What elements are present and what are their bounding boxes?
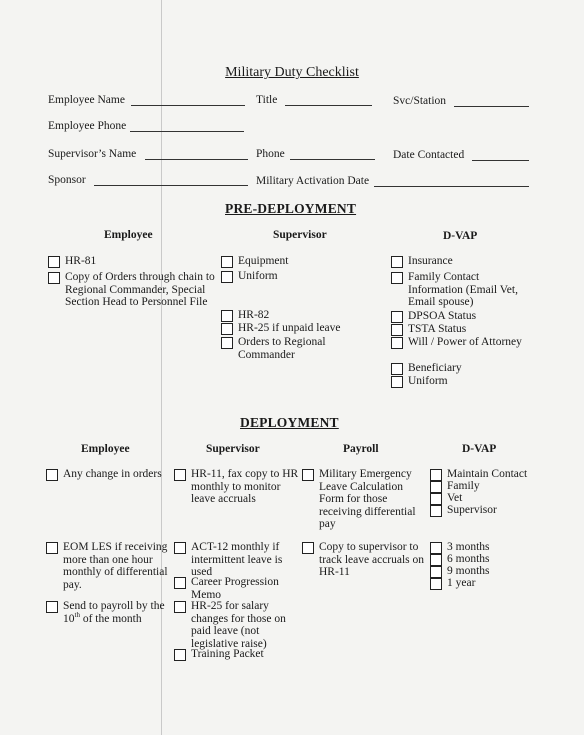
item-label: HR-82 <box>238 309 270 321</box>
deployment-heading: DEPLOYMENT <box>240 415 339 430</box>
pre-dvap-item-uniform[interactable] <box>391 375 448 388</box>
pre-supervisor-item-uniform[interactable] <box>221 270 278 283</box>
item-label: Maintain Contact <box>447 468 528 480</box>
checkbox[interactable] <box>174 542 186 554</box>
employee-phone-label: Employee Phone <box>48 120 127 132</box>
item-label: Family Contact Information (Email Vet, Email spouse) <box>408 271 518 308</box>
item-label: Family <box>447 480 480 492</box>
pre-supervisor-header: Supervisor <box>273 229 327 241</box>
svc-station-line[interactable] <box>454 106 529 107</box>
item-label-part: of the month <box>79 612 142 625</box>
checkbox[interactable] <box>221 310 233 322</box>
checkbox[interactable] <box>430 578 442 590</box>
pre-dvap-item-insurance[interactable] <box>391 255 453 268</box>
item-label: Career Progression Memo <box>191 576 279 601</box>
item-label: DPSOA Status <box>408 310 477 322</box>
checkbox[interactable] <box>391 363 403 375</box>
military-activation-date-label: Military Activation Date <box>256 175 370 187</box>
item-label: 1 year <box>447 577 476 589</box>
pre-employee-item-hr81[interactable] <box>48 255 96 268</box>
pre-dvap-item-dpsoa[interactable] <box>391 310 476 323</box>
pre-supervisor-item-hr82[interactable] <box>221 309 269 322</box>
item-label <box>63 600 165 625</box>
item-label-ordinal: 10 <box>63 612 75 625</box>
item-label: Any change in orders <box>63 468 162 480</box>
checkbox[interactable] <box>391 324 403 336</box>
item-label: Uniform <box>408 375 448 387</box>
pre-deployment-heading: PRE-DEPLOYMENT <box>225 201 357 216</box>
checkbox[interactable] <box>391 337 403 349</box>
employee-name-label: Employee Name <box>48 94 125 106</box>
dep-supervisor-item-career-memo[interactable] <box>174 576 279 601</box>
checkbox[interactable] <box>430 505 442 517</box>
date-contacted-label: Date Contacted <box>393 149 465 161</box>
dep-payroll-header: Payroll <box>343 443 379 455</box>
item-label: Equipment <box>238 255 289 267</box>
item-label: HR-25 if unpaid leave <box>238 322 341 334</box>
pre-dvap-header: D-VAP <box>443 230 478 242</box>
sponsor-label: Sponsor <box>48 174 86 186</box>
checkbox[interactable] <box>174 469 186 481</box>
item-label: Copy to supervisor to track leave accruals on HR-11 <box>319 541 425 578</box>
item-label: 9 months <box>447 565 490 577</box>
checkbox[interactable] <box>391 272 403 284</box>
item-label-part: Send to payroll by the <box>63 600 165 612</box>
dep-supervisor-item-hr11[interactable] <box>174 468 298 506</box>
item-label: Insurance <box>408 255 453 267</box>
item-label-sup: th <box>74 610 80 619</box>
checkbox[interactable] <box>48 256 60 268</box>
item-label: Vet <box>447 492 463 504</box>
phone-label: Phone <box>256 148 285 160</box>
item-label: Military Emergency Leave Calculation Form for those receiving differential pay <box>319 468 416 530</box>
pre-dvap-item-tsta[interactable] <box>391 323 466 336</box>
phone-line[interactable] <box>290 159 375 160</box>
item-label: HR-25 for salary changes for those on paid leave (not legislative raise) <box>191 600 286 650</box>
dep-payroll-item-emergency-leave[interactable] <box>302 468 416 531</box>
item-label: Supervisor <box>447 504 497 516</box>
checkbox[interactable] <box>46 469 58 481</box>
item-label: 3 months <box>447 541 490 553</box>
checkbox[interactable] <box>391 256 403 268</box>
dep-employee-item-send-payroll[interactable] <box>46 600 165 625</box>
title-label: Title <box>256 94 278 106</box>
item-label: Uniform <box>238 270 278 282</box>
checkbox[interactable] <box>174 577 186 589</box>
dep-payroll-item-copy-supervisor[interactable] <box>302 541 424 579</box>
supervisor-name-line[interactable] <box>145 159 248 160</box>
item-label: HR-81 <box>65 255 97 267</box>
pre-dvap-item-family-contact[interactable] <box>391 271 518 309</box>
page-title: Military Duty Checklist <box>225 65 359 80</box>
dep-employee-item-eom-les[interactable] <box>46 541 168 591</box>
pre-supervisor-item-equipment[interactable] <box>221 255 288 268</box>
pre-employee-item-copy-orders[interactable] <box>48 271 215 309</box>
checkbox[interactable] <box>46 601 58 613</box>
checkbox[interactable] <box>174 601 186 613</box>
item-label: Beneficiary <box>408 362 462 374</box>
checkbox[interactable] <box>48 272 60 284</box>
pre-dvap-item-will-poa[interactable] <box>391 336 522 349</box>
item-label: EOM LES if receiving more than one hour monthly of differential pay. <box>63 541 168 591</box>
item-label: ACT-12 monthly if intermittent leave is used <box>191 541 283 578</box>
dep-supervisor-header: Supervisor <box>206 443 260 455</box>
checkbox[interactable] <box>302 469 314 481</box>
checkbox[interactable] <box>302 542 314 554</box>
dep-supervisor-item-act12[interactable] <box>174 541 282 579</box>
checkbox[interactable] <box>174 649 186 661</box>
dep-dvap-item-1-year[interactable] <box>430 577 475 590</box>
sponsor-line[interactable] <box>94 185 248 186</box>
military-activation-date-line[interactable] <box>374 186 529 187</box>
pre-supervisor-item-hr25[interactable] <box>221 322 341 335</box>
checkbox[interactable] <box>221 337 233 349</box>
pre-dvap-item-beneficiary[interactable] <box>391 362 462 375</box>
item-label: TSTA Status <box>408 323 467 335</box>
item-label: Copy of Orders through chain to Regional Commander, Special Section Head to Personnel File <box>65 271 215 308</box>
checkbox[interactable] <box>221 271 233 283</box>
dep-employee-item-change-orders[interactable] <box>46 468 162 481</box>
dep-dvap-header: D-VAP <box>462 443 497 455</box>
dep-supervisor-item-hr25-salary[interactable] <box>174 600 286 650</box>
item-label: Training Packet <box>191 648 264 660</box>
dep-employee-header: Employee <box>81 443 130 455</box>
checkbox[interactable] <box>221 323 233 335</box>
item-label: HR-11, fax copy to HR monthly to monitor leave accruals <box>191 468 299 505</box>
checkbox[interactable] <box>221 256 233 268</box>
title-line[interactable] <box>285 105 372 106</box>
dep-dvap-item-supervisor[interactable] <box>430 504 497 517</box>
employee-name-line[interactable] <box>131 105 245 106</box>
checkbox[interactable] <box>391 311 403 323</box>
pre-supervisor-item-orders-regional[interactable] <box>221 336 326 361</box>
supervisor-name-label: Supervisor’s Name <box>48 148 137 160</box>
checkbox[interactable] <box>391 376 403 388</box>
checkbox[interactable] <box>46 542 58 554</box>
employee-phone-line[interactable] <box>130 131 244 132</box>
item-label: 6 months <box>447 553 490 565</box>
item-label: Orders to Regional Commander <box>238 336 326 361</box>
pre-employee-header: Employee <box>104 229 153 241</box>
svc-station-label: Svc/Station <box>393 95 447 107</box>
item-label: Will / Power of Attorney <box>408 336 522 348</box>
date-contacted-line[interactable] <box>472 160 529 161</box>
dep-supervisor-item-training-packet[interactable] <box>174 648 264 661</box>
